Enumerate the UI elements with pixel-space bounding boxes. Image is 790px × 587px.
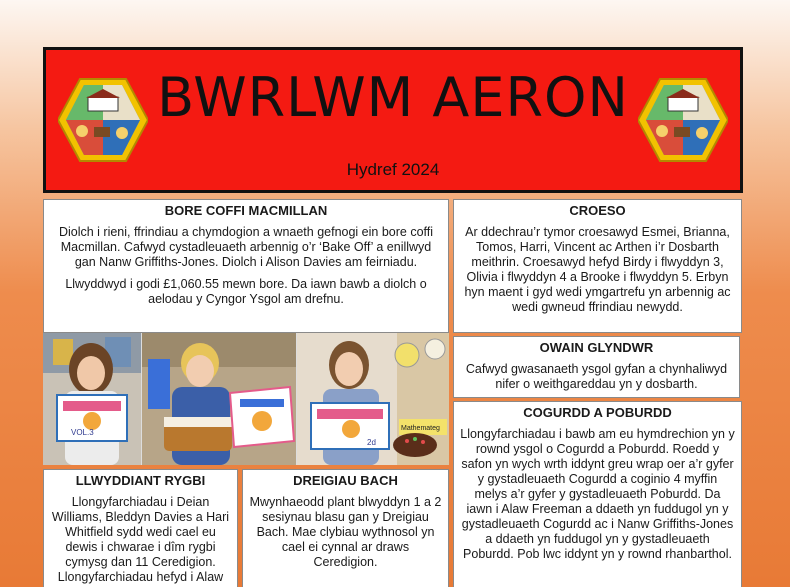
article-paragraph: Llwyddwyd i godi £1,060.55 mewn bore. Da iawn bawb a diolch o aelodau y Cyngor Ysgol am drefnu. xyxy=(65,277,427,306)
article-heading: CROESO xyxy=(569,203,626,218)
photo-girl-certificate-cake xyxy=(297,333,449,465)
article-heading: LLWYDDIANT RYGBI xyxy=(75,473,206,488)
article-heading: OWAIN GLYNDWR xyxy=(539,340,654,355)
article-paragraph: Ar ddechrau’r tymor croesawyd Esmei, Brianna, Tomos, Harri, Vincent ac Arthen i’r Dosbarth meithrin. Croesawyd hefyd Birdy i flwyddyn 3, Olivia i flwyddyn 4 a Brooke i flwyddyn 5. Erbyn hyn maent i gyd wedi ymgartrefu yn arbennig ac wedi gwneud ffrindiau newydd. xyxy=(464,225,731,314)
article-paragraph: Mwynhaeodd plant blwyddyn 1 a 2 sesiynau blasu gan y Dreigiau Bach. Mae clybiau wythnosol yn cael ei cynnal ar draws Ceredigion. xyxy=(249,495,442,569)
article-heading: COGURDD A POBURDD xyxy=(523,405,672,420)
article-croeso xyxy=(453,199,742,333)
article-paragraph: Llongyfarchiadau i bawb am eu hymdrechion yn y rownd ysgol o Cogurdd a Poburdd. Roedd y safon yn wych wrth iddynt greu wrap oer a’r gyfer y gystadleuaeth Cogurdd a coginio 4 myffin melys a’r gyfer y gystadleuaeth Poburdd. Da iawn i Alaw Freeman a ddaeth yn fuddugol yn y gystadleuaeth Cogurdd ac i Nanw Griffiths-Jones a ddaeth yn fuddugol yn y gystadleuaeth Poburdd. Pob lwc iddynt yn y rownd rhanbarthol. xyxy=(460,427,735,561)
article-paragraph: Llongyfarchiadau i Deian Williams, Bleddyn Davies a Hari Whitfield sydd wedi cael eu dewis i chwarae i dîm rygbi cymysg dan 11 Ceredigion. Llongyfarchiadau hefyd i Alaw xyxy=(51,495,230,584)
photo-strip xyxy=(43,333,449,465)
photo-girl-certificate xyxy=(43,333,141,465)
article-heading: BORE COFFI MACMILLAN xyxy=(164,203,328,218)
article-owain-glyndwr xyxy=(453,336,740,398)
article-dreigiau xyxy=(242,469,449,587)
photo-boy-cake xyxy=(142,333,296,465)
article-macmillan xyxy=(43,199,449,333)
school-logo-right xyxy=(638,77,728,163)
classroom-sign: Mathemateg xyxy=(401,425,440,432)
article-paragraph: Cafwyd gwasanaeth ysgol gyfan a chynhaliwyd nifer o weithgareddau yn y dosbarth. xyxy=(465,362,728,391)
article-cogurdd xyxy=(453,401,742,587)
certificate-label: 2d xyxy=(367,438,376,447)
article-paragraph: Diolch i rieni, ffrindiau a chymdogion a wnaeth gefnogi ein bore coffi Macmillan. Cafwyd cystadleuaeth arbennig o’r ‘Bake Off’ a enillwyd gan Nanw Griffiths-Jones. Diolch i Alison Davies am feirniadu. xyxy=(58,225,434,269)
certificate-label: VOL.3 xyxy=(71,428,94,437)
newsletter-date: Hydref 2024 xyxy=(346,160,440,179)
header-banner xyxy=(43,47,743,193)
article-heading: DREIGIAU BACH xyxy=(293,473,398,488)
newsletter-title: BWRLWM AERON xyxy=(157,66,629,129)
article-rygbi xyxy=(43,469,238,587)
